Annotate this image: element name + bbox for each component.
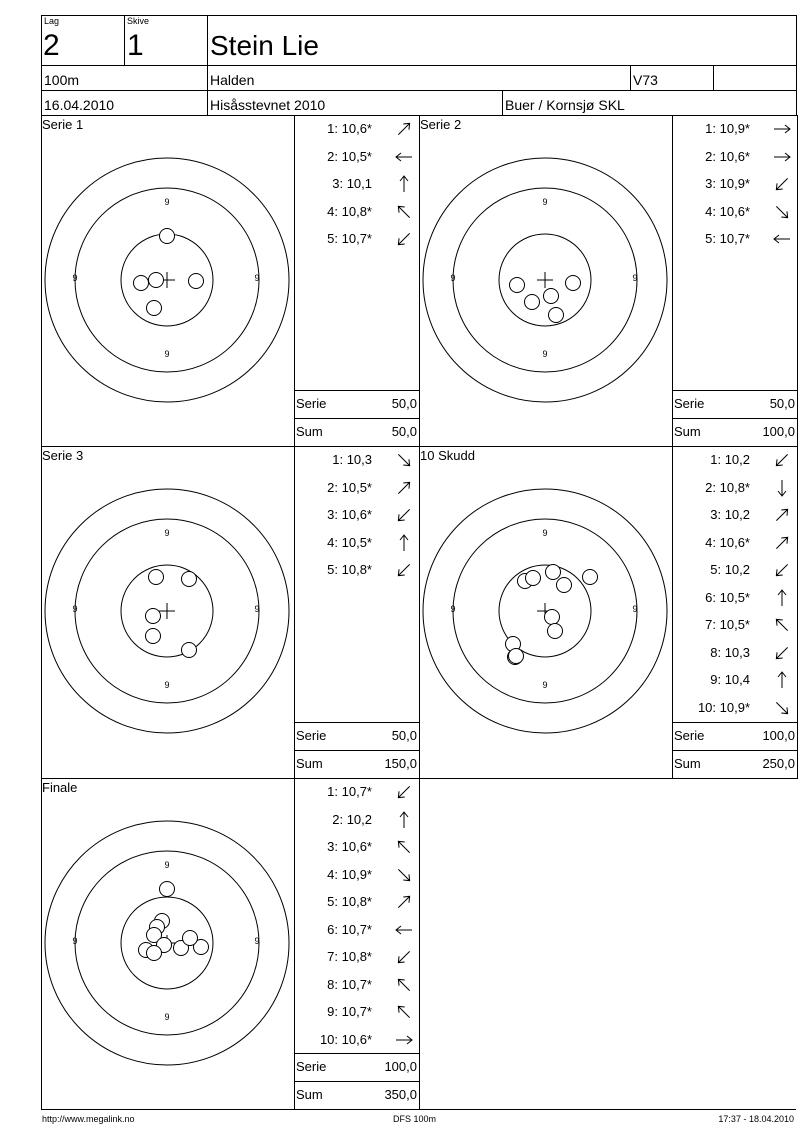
direction-arrow-icon xyxy=(771,175,793,193)
shot-hole xyxy=(549,308,564,323)
sum-value: 50,0 xyxy=(391,424,417,439)
shot-score: 5: 10,2 xyxy=(710,562,750,577)
shot-hole xyxy=(544,289,559,304)
panel-divider xyxy=(294,115,295,446)
ring-number-label: 9 xyxy=(164,680,170,690)
shot-score: 5: 10,7* xyxy=(327,231,372,246)
shot-hole xyxy=(146,609,161,624)
shot-row xyxy=(294,204,372,220)
shot-score: 2: 10,5* xyxy=(327,148,372,164)
shot-row xyxy=(294,121,372,137)
footer-url: http://www.megalink.no xyxy=(42,1114,135,1124)
panel-bottom-rule xyxy=(41,778,420,779)
shot-row xyxy=(294,480,372,496)
skive-label: Skive xyxy=(127,16,150,26)
direction-arrow-icon xyxy=(771,589,793,607)
direction-arrow-icon xyxy=(393,506,415,524)
serie-value: 50,0 xyxy=(391,396,417,411)
shot-row xyxy=(294,149,372,165)
direction-arrow-icon xyxy=(771,561,793,579)
direction-arrow-icon xyxy=(393,451,415,469)
shot-row xyxy=(672,672,750,688)
ring-number-label: 9 xyxy=(254,273,260,283)
shot-hole xyxy=(160,229,175,244)
ring-number-label: 9 xyxy=(542,528,548,538)
sum-total-row xyxy=(674,756,795,772)
ring-number-label: 9 xyxy=(542,349,548,359)
serie-label: Serie xyxy=(296,1059,327,1074)
shot-row xyxy=(294,839,372,855)
ring-number-label: 9 xyxy=(542,197,548,207)
shot-row xyxy=(294,452,372,468)
shot-hole xyxy=(525,295,540,310)
target-diagram xyxy=(42,155,292,405)
shot-row xyxy=(294,1004,372,1020)
direction-arrow-icon xyxy=(771,479,793,497)
sum-rule xyxy=(672,750,797,751)
serie-value: 100,0 xyxy=(762,728,795,743)
shot-row xyxy=(294,784,372,800)
panel-right-rule xyxy=(797,115,798,447)
shot-row xyxy=(672,452,750,468)
shot-row xyxy=(672,590,750,606)
shot-row xyxy=(294,562,372,578)
ring-number-label: 9 xyxy=(164,528,170,538)
direction-arrow-icon xyxy=(393,479,415,497)
shot-row xyxy=(672,480,750,496)
shot-row xyxy=(294,894,372,910)
shot-hole xyxy=(182,643,197,658)
shot-row xyxy=(672,617,750,633)
shot-score: 4: 10,5* xyxy=(327,534,372,550)
direction-arrow-icon xyxy=(393,1003,415,1021)
sum-label: Sum xyxy=(296,1087,323,1102)
direction-arrow-icon xyxy=(393,1031,415,1049)
serie-rule xyxy=(672,390,797,391)
ring-number-label: 9 xyxy=(450,604,456,614)
shot-score: 3: 10,6* xyxy=(327,839,372,854)
serie-label: Serie xyxy=(296,396,327,411)
direction-arrow-icon xyxy=(393,893,415,911)
panel-divider xyxy=(294,446,295,778)
panel-right-rule xyxy=(419,778,420,1110)
panel-bottom-rule xyxy=(419,778,798,779)
direction-arrow-icon xyxy=(771,203,793,221)
shot-row xyxy=(672,535,750,551)
series-title: Serie 3 xyxy=(42,448,84,463)
shot-score: 4: 10,9* xyxy=(327,866,372,882)
shot-score: 6: 10,7* xyxy=(327,921,372,937)
sum-label: Sum xyxy=(296,756,323,771)
shot-score: 8: 10,3 xyxy=(710,644,750,660)
shot-row xyxy=(294,535,372,551)
serie-value: 50,0 xyxy=(769,396,795,411)
panel-bottom-rule xyxy=(41,446,420,447)
ring-number-label: 9 xyxy=(164,197,170,207)
shot-row xyxy=(672,700,750,716)
direction-arrow-icon xyxy=(393,948,415,966)
direction-arrow-icon xyxy=(393,175,415,193)
serie-rule xyxy=(294,1053,419,1054)
shot-score: 2: 10,8* xyxy=(705,479,750,495)
shot-score: 5: 10,8* xyxy=(327,562,372,577)
shot-score: 2: 10,6* xyxy=(705,148,750,164)
shot-score: 5: 10,7* xyxy=(705,231,750,246)
shot-score: 7: 10,8* xyxy=(327,949,372,964)
serie-total-row xyxy=(674,728,795,744)
shot-hole xyxy=(147,946,162,961)
sum-total-row xyxy=(296,756,417,772)
direction-arrow-icon xyxy=(771,534,793,552)
direction-arrow-icon xyxy=(393,230,415,248)
direction-arrow-icon xyxy=(771,120,793,138)
ring-number-label: 9 xyxy=(632,604,638,614)
shot-score: 1: 10,7* xyxy=(327,784,372,799)
shot-score: 1: 10,3 xyxy=(332,452,372,467)
shooter-name: Stein Lie xyxy=(210,30,319,61)
panel-right-rule xyxy=(797,446,798,779)
target-diagram xyxy=(420,155,670,405)
target-diagram xyxy=(42,818,292,1068)
shot-row xyxy=(294,176,372,192)
ring-number-label: 9 xyxy=(72,604,78,614)
shot-hole xyxy=(566,276,581,291)
shot-score: 4: 10,6* xyxy=(705,203,750,219)
shot-score: 1: 10,9* xyxy=(705,121,750,136)
sum-rule xyxy=(294,418,419,419)
serie-value: 100,0 xyxy=(384,1059,417,1074)
club-name: Buer / Kornsjø SKL xyxy=(505,97,625,113)
shot-row xyxy=(672,507,750,523)
date: 16.04.2010 xyxy=(44,97,115,113)
direction-arrow-icon xyxy=(393,811,415,829)
direction-arrow-icon xyxy=(771,506,793,524)
panel-bottom-rule xyxy=(419,446,798,447)
sum-label: Sum xyxy=(296,424,323,439)
shot-row xyxy=(672,149,750,165)
sum-total-row xyxy=(296,1087,417,1103)
direction-arrow-icon xyxy=(393,866,415,884)
serie-rule xyxy=(294,390,419,391)
shot-hole xyxy=(134,276,149,291)
shot-score: 9: 10,4 xyxy=(710,672,750,687)
shot-row xyxy=(672,645,750,661)
shot-hole xyxy=(509,649,524,664)
lag-value: 2 xyxy=(43,29,60,62)
ring-number-label: 9 xyxy=(450,273,456,283)
series-title: 10 Skudd xyxy=(420,448,475,463)
footer-center: DFS 100m xyxy=(393,1114,437,1124)
direction-arrow-icon xyxy=(393,921,415,939)
shot-score: 1: 10,2 xyxy=(710,452,750,467)
shot-hole xyxy=(182,572,197,587)
sum-value: 350,0 xyxy=(384,1087,417,1102)
shot-score: 3: 10,1 xyxy=(332,176,372,191)
shot-score: 8: 10,7* xyxy=(327,976,372,992)
shot-row xyxy=(672,176,750,192)
direction-arrow-icon xyxy=(393,976,415,994)
target-diagram xyxy=(420,486,670,736)
shot-score: 10: 10,6* xyxy=(319,1031,372,1047)
direction-arrow-icon xyxy=(771,699,793,717)
ring-number-label: 9 xyxy=(254,604,260,614)
shot-score: 2: 10,5* xyxy=(327,479,372,495)
sum-label: Sum xyxy=(674,424,701,439)
shot-score: 2: 10,2 xyxy=(332,811,372,827)
shot-row xyxy=(672,562,750,578)
shot-hole xyxy=(149,273,164,288)
sum-total-row xyxy=(296,424,417,440)
shot-score: 6: 10,5* xyxy=(705,589,750,605)
serie-total-row xyxy=(674,396,795,412)
shot-row xyxy=(672,231,750,247)
sum-total-row xyxy=(674,424,795,440)
shot-row xyxy=(294,812,372,828)
ring-number-label: 9 xyxy=(164,860,170,870)
panel-divider xyxy=(294,778,295,1109)
shot-score: 3: 10,6* xyxy=(327,507,372,522)
shot-row xyxy=(294,922,372,938)
panel-divider xyxy=(672,115,673,446)
shot-hole xyxy=(183,931,198,946)
footer-rule xyxy=(41,1109,796,1110)
shot-hole xyxy=(548,624,563,639)
series-title: Serie 1 xyxy=(42,117,84,132)
serie-total-row xyxy=(296,728,417,744)
direction-arrow-icon xyxy=(393,534,415,552)
ring-number-label: 9 xyxy=(72,936,78,946)
sum-value: 150,0 xyxy=(384,756,417,771)
serie-total-row xyxy=(296,396,417,412)
direction-arrow-icon xyxy=(771,616,793,634)
shot-hole xyxy=(510,278,525,293)
direction-arrow-icon xyxy=(771,671,793,689)
serie-label: Serie xyxy=(296,728,327,743)
shot-row xyxy=(294,867,372,883)
shot-score: 1: 10,6* xyxy=(327,121,372,136)
shot-score: 3: 10,2 xyxy=(710,507,750,522)
sum-rule xyxy=(672,418,797,419)
serie-value: 50,0 xyxy=(391,728,417,743)
direction-arrow-icon xyxy=(393,203,415,221)
sum-value: 100,0 xyxy=(762,424,795,439)
shot-score: 9: 10,7* xyxy=(327,1004,372,1019)
skive-value: 1 xyxy=(127,29,144,62)
shot-hole xyxy=(149,570,164,585)
serie-label: Serie xyxy=(674,728,705,743)
ring-number-label: 9 xyxy=(72,273,78,283)
event-name: Hisåsstevnet 2010 xyxy=(210,97,326,113)
shot-row xyxy=(294,1032,372,1048)
footer-timestamp: 17:37 - 18.04.2010 xyxy=(718,1114,794,1124)
shot-row xyxy=(294,949,372,965)
target-diagram xyxy=(42,486,292,736)
series-title: Finale xyxy=(42,780,78,795)
shooter-class: V73 xyxy=(633,72,658,88)
distance: 100m xyxy=(44,72,80,88)
shot-score: 5: 10,8* xyxy=(327,894,372,909)
shot-score: 7: 10,5* xyxy=(705,617,750,632)
shot-hole xyxy=(546,565,561,580)
shot-hole xyxy=(526,571,541,586)
direction-arrow-icon xyxy=(771,451,793,469)
place: Halden xyxy=(210,72,255,88)
shot-hole xyxy=(160,882,175,897)
serie-total-row xyxy=(296,1059,417,1075)
shot-hole xyxy=(189,274,204,289)
panel-divider xyxy=(672,446,673,778)
direction-arrow-icon xyxy=(393,783,415,801)
serie-rule xyxy=(672,722,797,723)
shot-row xyxy=(294,231,372,247)
direction-arrow-icon xyxy=(393,561,415,579)
lag-label: Lag xyxy=(44,16,60,26)
shot-score: 4: 10,8* xyxy=(327,203,372,219)
ring-number-label: 9 xyxy=(164,1012,170,1022)
shot-row xyxy=(672,204,750,220)
ring-number-label: 9 xyxy=(164,349,170,359)
shot-score: 4: 10,6* xyxy=(705,534,750,550)
shot-row xyxy=(294,507,372,523)
shot-hole xyxy=(557,578,572,593)
sum-rule xyxy=(294,1081,419,1082)
shot-row xyxy=(294,977,372,993)
ring-number-label: 9 xyxy=(254,936,260,946)
direction-arrow-icon xyxy=(771,148,793,166)
direction-arrow-icon xyxy=(393,838,415,856)
serie-label: Serie xyxy=(674,396,705,411)
sum-value: 250,0 xyxy=(762,756,795,771)
ring-number-label: 9 xyxy=(542,680,548,690)
shot-hole xyxy=(146,629,161,644)
direction-arrow-icon xyxy=(771,230,793,248)
direction-arrow-icon xyxy=(393,120,415,138)
shot-hole xyxy=(147,301,162,316)
shot-hole xyxy=(583,570,598,585)
ring-number-label: 9 xyxy=(632,273,638,283)
shot-row xyxy=(672,121,750,137)
sum-label: Sum xyxy=(674,756,701,771)
direction-arrow-icon xyxy=(393,148,415,166)
shot-score: 10: 10,9* xyxy=(697,699,750,715)
shot-hole xyxy=(545,610,560,625)
direction-arrow-icon xyxy=(771,644,793,662)
series-title: Serie 2 xyxy=(420,117,462,132)
shot-score: 3: 10,9* xyxy=(705,176,750,191)
serie-rule xyxy=(294,722,419,723)
sum-rule xyxy=(294,750,419,751)
